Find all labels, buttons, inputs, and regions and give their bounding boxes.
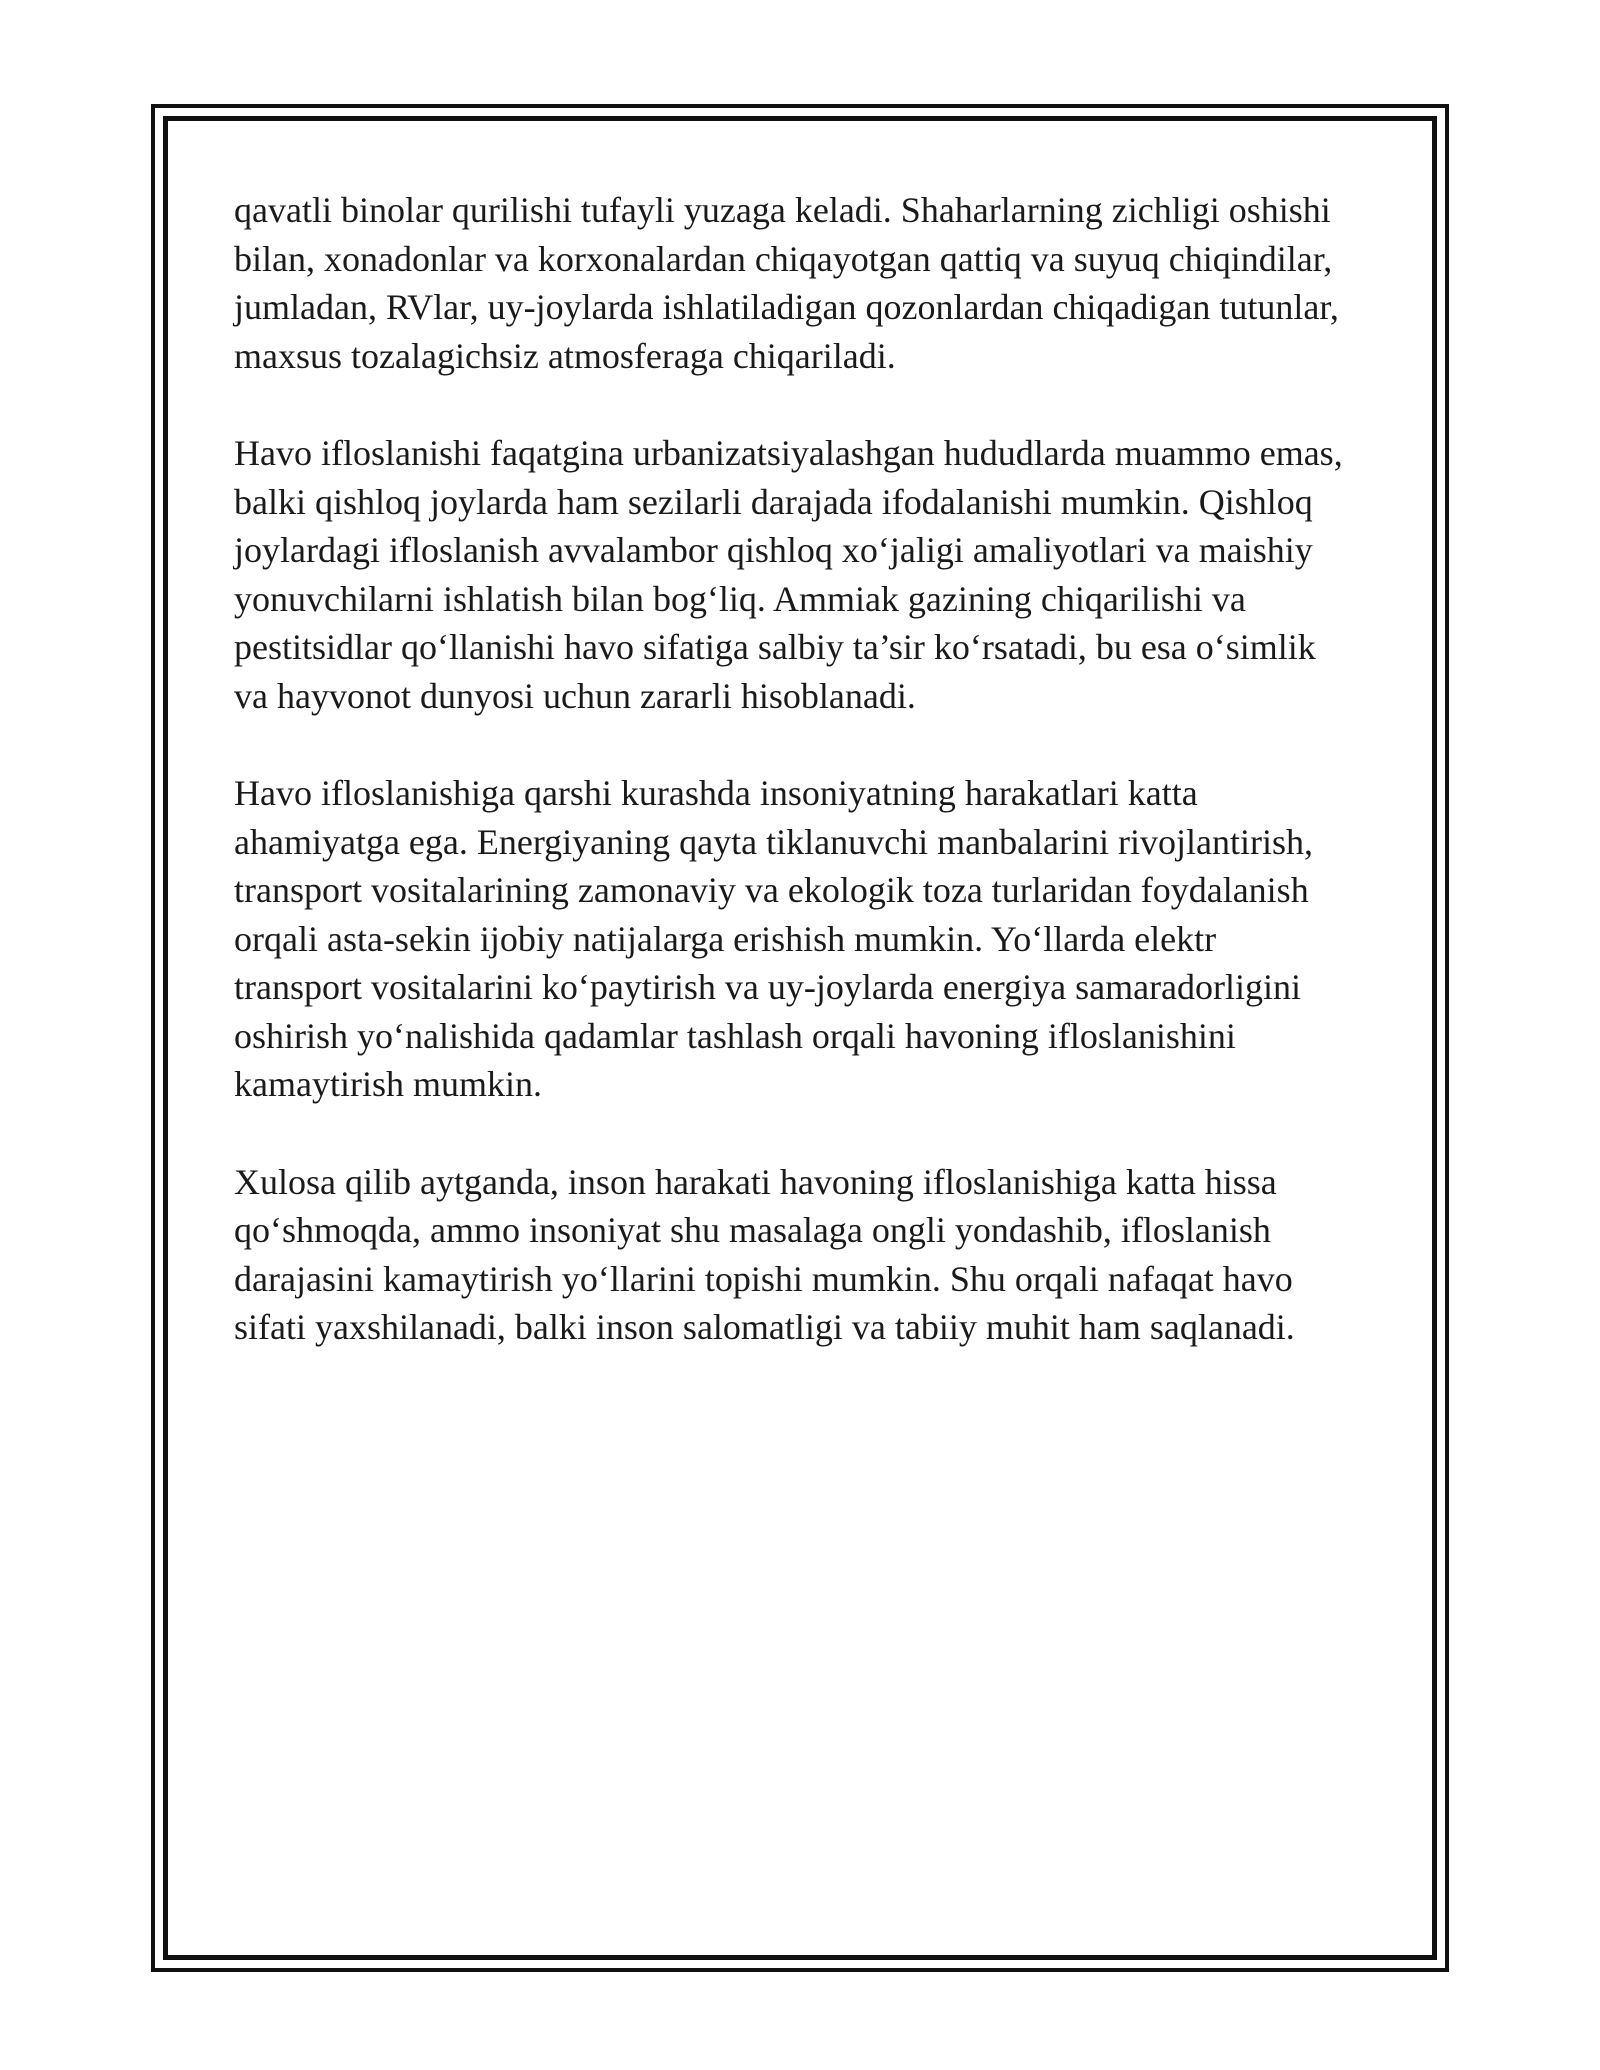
text-line: balki qishloq joylarda ham sezilarli darajada ifodalanishi mumkin. Qishloq <box>234 481 1313 522</box>
text-line: darajasini kamaytirish yo‘llarini topishi mumkin. Shu orqali nafaqat havo <box>234 1258 1293 1299</box>
text-line: jumladan, RVlar, uy-joylarda ishlatiladigan qozonlardan chiqadigan tutunlar, <box>234 287 1339 327</box>
text-line: Havo ifloslanishi faqatgina urbanizatsiyalashgan hududlarda muammo emas, <box>234 433 1343 473</box>
paragraph-1 <box>234 186 1374 380</box>
text-line: kamaytirish mumkin. <box>234 1064 542 1104</box>
paragraph-4 <box>234 1158 1374 1352</box>
text-line: maxsus tozalagichsiz atmosferaga chiqariladi. <box>234 335 896 376</box>
text-line: qavatli binolar qurilishi tufayli yuzaga keladi. Shaharlarning zichligi oshishi <box>234 190 1331 230</box>
paragraph-3 <box>234 769 1374 1109</box>
document-body <box>234 186 1374 1401</box>
paragraph-2 <box>234 429 1374 720</box>
text-line: Havo ifloslanishiga qarshi kurashda insoniyatning harakatlari katta <box>234 773 1198 813</box>
text-line: va hayvonot dunyosi uchun zararli hisoblanadi. <box>234 675 916 716</box>
text-line: yonuvchilarni ishlatish bilan bog‘liq. Ammiak gazining chiqarilishi va <box>234 578 1246 619</box>
text-line: oshirish yo‘nalishida qadamlar tashlash orqali havoning ifloslanishini <box>234 1015 1236 1056</box>
text-line: orqali asta-sekin ijobiy natijalarga erishish mumkin. Yo‘llarda elektr <box>234 918 1217 959</box>
text-line: transport vositalarining zamonaviy va ekologik toza turlaridan foydalanish <box>234 870 1309 910</box>
text-line: bilan, xonadonlar va korxonalardan chiqayotgan qattiq va suyuq chiqindilar, <box>234 238 1333 279</box>
text-line: pestitsidlar qo‘llanishi havo sifatiga salbiy ta’sir ko‘rsatadi, bu esa o‘simlik <box>234 627 1316 667</box>
text-line: Xulosa qilib aytganda, inson harakati havoning ifloslanishiga katta hissa <box>234 1161 1277 1202</box>
text-line: qo‘shmoqda, ammo insoniyat shu masalaga ongli yondashib, ifloslanish <box>234 1210 1271 1250</box>
text-line: joylardagi ifloslanish avvalambor qishloq xo‘jaligi amaliyotlari va maishiy <box>234 530 1313 570</box>
text-line: transport vositalarini ko‘paytirish va uy-joylarda energiya samaradorligini <box>234 967 1302 1007</box>
text-line: ahamiyatga ega. Energiyaning qayta tiklanuvchi manbalarini rivojlantirish, <box>234 821 1313 862</box>
text-line: sifati yaxshilanadi, balki inson salomatligi va tabiiy muhit ham saqlanadi. <box>234 1307 1295 1347</box>
